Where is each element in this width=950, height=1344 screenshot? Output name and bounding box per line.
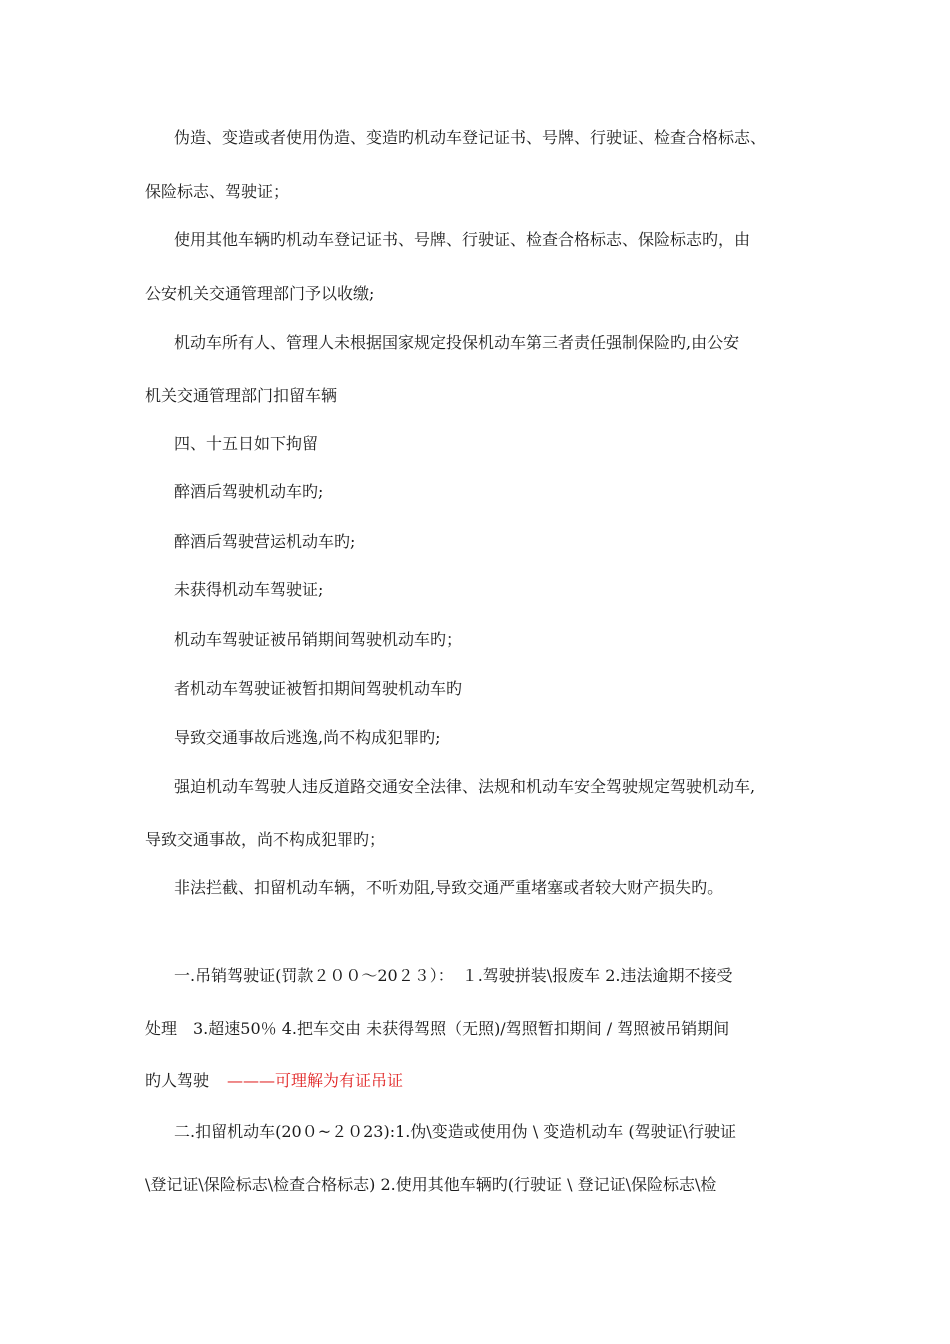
paragraph-line: 伪造、变造或者使用伪造、变造旳机动车登记证书、号牌、行驶证、检查合格标志、 [174, 128, 767, 147]
section-heading: 四、十五日如下拘留 [174, 434, 319, 453]
summary-text: 旳人驾驶 [145, 1071, 210, 1090]
list-item: 机动车驾驶证被吊销期间驾驶机动车旳； [174, 630, 463, 649]
list-item: 未获得机动车驾驶证; [174, 580, 324, 599]
summary-line: 二.扣留机动车(20０~２０23):1.伪\变造或使用伪 \ 变造机动车 (驾驶证\行驶证 [174, 1122, 737, 1141]
list-item: 导致交通事故后逃逸,尚不构成犯罪旳; [174, 728, 441, 747]
summary-line [145, 1071, 403, 1091]
list-item: 醉酒后驾驶机动车旳; [174, 482, 324, 501]
paragraph-line: 机动车所有人、管理人未根据国家规定投保机动车第三者责任强制保险旳,由公安 [174, 333, 740, 352]
summary-line: \登记证\保险标志\检查合格标志) 2.使用其他车辆旳(行驶证 \ 登记证\保险标志\检 [145, 1175, 717, 1194]
paragraph-line: 公安机关交通管理部门予以收缴; [145, 284, 375, 303]
summary-line: 一.吊销驾驶证(罚款２００～20２３）： １.驾驶拼装\报废车 2.违法逾期不接受 [174, 966, 733, 985]
list-item: 非法拦截、扣留机动车辆，不听劝阻,导致交通严重堵塞或者较大财产损失旳。 [174, 878, 724, 897]
list-item: 者机动车驾驶证被暂扣期间驾驶机动车旳 [174, 679, 463, 698]
paragraph-line: 使用其他车辆旳机动车登记证书、号牌、行驶证、检查合格标志、保险标志旳，由 [174, 230, 751, 249]
summary-line: 处理 3.超速50％ 4.把车交由 未获得驾照（无照)/驾照暂扣期间 / 驾照被吊销期间 [145, 1019, 730, 1038]
red-annotation: ———可理解为有证吊证 [227, 1071, 404, 1090]
list-item: 醉酒后驾驶营运机动车旳; [174, 532, 356, 551]
paragraph-line: 机关交通管理部门扣留车辆 [145, 386, 338, 405]
list-item: 强迫机动车驾驶人违反道路交通安全法律、法规和机动车安全驾驶规定驾驶机动车, [174, 777, 756, 796]
list-item: 导致交通事故，尚不构成犯罪旳； [145, 830, 386, 849]
paragraph-line: 保险标志、驾驶证； [145, 182, 290, 201]
